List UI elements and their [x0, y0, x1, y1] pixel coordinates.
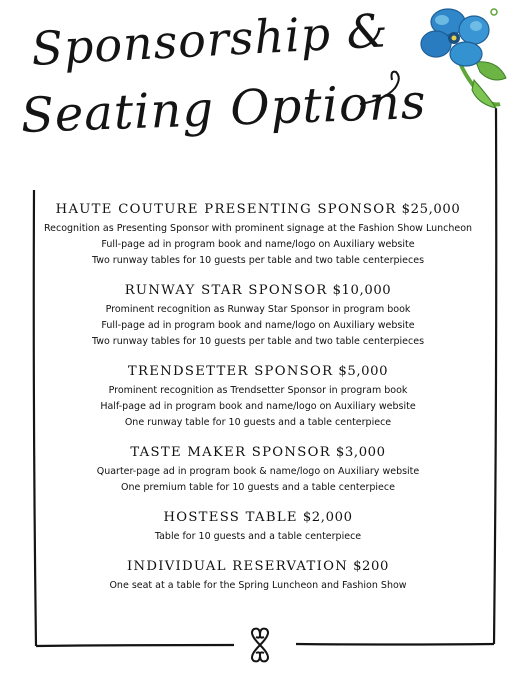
- tier-heading: [38, 443, 478, 462]
- tier-runway-star: [38, 281, 478, 350]
- title-line-1: Sponsorship &: [30, 3, 390, 76]
- tier-hostess-table: [38, 508, 478, 545]
- tier-name: HAUTE COUTURE PRESENTING SPONSOR: [55, 202, 397, 217]
- tier-benefit: Half-page ad in program book and name/logo on Auxiliary website: [100, 401, 416, 412]
- tier-price: $25,000: [401, 202, 461, 217]
- tier-heading: [38, 508, 478, 527]
- tier-benefit: Prominent recognition as Trendsetter Sponsor in program book: [108, 385, 408, 396]
- tier-name: RUNWAY STAR SPONSOR: [124, 283, 328, 298]
- tier-benefit: Table for 10 guests and a table centerpiece: [154, 531, 362, 542]
- tier-benefit: Recognition as Presenting Sponsor with prominent signage at the Fashion Show Luncheon: [43, 223, 473, 234]
- swirl-ornament-icon: [240, 625, 280, 665]
- tier-trendsetter: [38, 362, 478, 431]
- tier-benefit: Two runway tables for 10 guests per table and two table centerpieces: [91, 255, 425, 266]
- tier-heading: [38, 557, 478, 576]
- tier-heading: [38, 362, 478, 381]
- tier-benefit: One seat at a table for the Spring Luncheon and Fashion Show: [109, 580, 407, 591]
- title-line-2: Seating Options: [20, 73, 428, 144]
- tier-taste-maker: [38, 443, 478, 496]
- tier-name: HOSTESS TABLE: [163, 510, 298, 525]
- tier-haute-couture: [38, 200, 478, 269]
- tier-benefit: Full-page ad in program book and name/logo on Auxiliary website: [101, 239, 415, 250]
- tier-name: TASTE MAKER SPONSOR: [130, 445, 331, 460]
- sponsorship-list: [38, 200, 478, 606]
- tier-benefit: One runway table for 10 guests and a table centerpiece: [124, 417, 392, 428]
- tier-benefit: Two runway tables for 10 guests per table and two table centerpieces: [91, 336, 425, 347]
- tier-individual-reservation: [38, 557, 478, 594]
- tier-price: $2,000: [302, 510, 353, 525]
- tier-benefit: Prominent recognition as Runway Star Sponsor in program book: [105, 304, 411, 315]
- tier-price: $3,000: [335, 445, 386, 460]
- tier-benefit: One premium table for 10 guests and a table centerpiece: [121, 482, 395, 493]
- tier-benefit: Full-page ad in program book and name/logo on Auxiliary website: [101, 320, 415, 331]
- tier-price: $10,000: [332, 283, 392, 298]
- tier-name: TRENDSETTER SPONSOR: [127, 364, 334, 379]
- blue-flower-icon: [418, 0, 512, 112]
- tier-heading: [38, 281, 478, 300]
- tier-heading: [38, 200, 478, 219]
- tier-price: $200: [353, 559, 390, 574]
- tier-benefit: Quarter-page ad in program book & name/logo on Auxiliary website: [96, 466, 420, 477]
- tier-name: INDIVIDUAL RESERVATION: [126, 559, 349, 574]
- tier-price: $5,000: [338, 364, 389, 379]
